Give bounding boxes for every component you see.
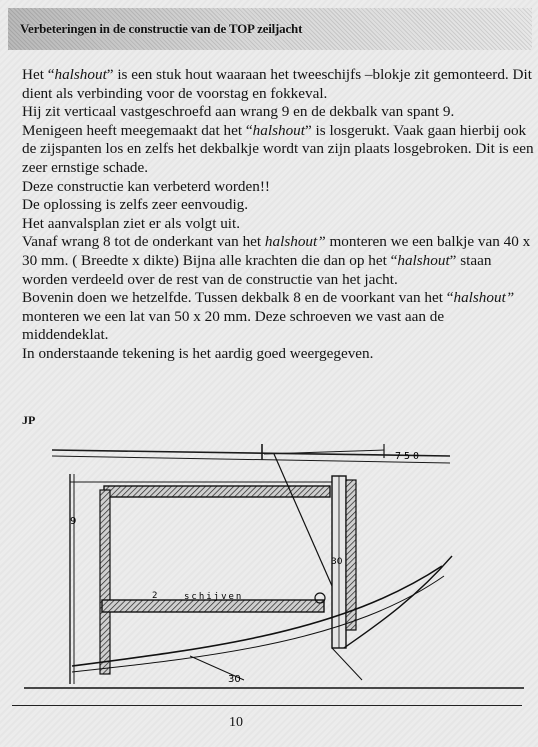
- sheaves-label: schijven: [184, 592, 244, 602]
- header-band: [8, 8, 532, 50]
- italic-term: halshout: [252, 121, 305, 139]
- text-run: Het “: [22, 66, 55, 83]
- paragraph: [22, 345, 534, 364]
- frame-label-9: 9: [70, 516, 77, 527]
- text-run: ” is losgerukt. Vaak gaan hierbij ook de zijspanten los en zelfs het dekbalkje wordt van zijn plaats losgebroken. Dit is een zeer ernstige schade.: [22, 121, 534, 176]
- paragraph: [22, 66, 534, 103]
- page-title: Verbeteringen in de constructie van de TOP zeiljacht: [20, 21, 303, 36]
- page-number: 10: [229, 715, 243, 730]
- text-run: ” staan worden verdeeld over de rest van de constructie van het jacht.: [22, 251, 492, 288]
- text-run: Deze constructie kan verbeterd worden!!: [22, 177, 270, 195]
- left-frame: [70, 474, 342, 684]
- text-run: Bovenin doen we hetzelfde. Tussen dekbalk 8 en de voorkant van het “: [22, 289, 454, 307]
- stay-line: [274, 454, 332, 586]
- italic-term: halshout: [397, 251, 450, 269]
- paragraph: [22, 215, 534, 234]
- paragraph: [22, 233, 534, 289]
- upper-lath: [104, 486, 330, 497]
- deck-lines: [52, 444, 450, 463]
- paragraph: [22, 289, 534, 345]
- text-run: Hij zit verticaal vastgeschroefd aan wrang 9 en de dekbalk van spant 9.: [22, 103, 455, 121]
- text-run: Het aanvalsplan ziet er als volgt uit.: [22, 214, 241, 232]
- text-run: Menigeen heeft meegemaakt dat het “: [22, 121, 253, 139]
- hull-lines: [24, 556, 524, 688]
- italic-term: halshout”: [453, 289, 515, 307]
- paragraph: [22, 178, 534, 197]
- dimension-label-30-vertical: 30: [331, 557, 343, 567]
- dimension-label-30-bottom: 30: [228, 674, 241, 685]
- left-post: [100, 490, 110, 674]
- text-run: Vanaf wrang 8 tot de onderkant van het: [22, 233, 265, 251]
- author-initials: JP: [22, 413, 36, 427]
- text-run: ” is een stuk hout waaraan het tweeschijfs –blokje zit gemonteerd. Dit dient als verbinding voor de voorstag en fokkeval.: [22, 66, 532, 102]
- sheave-count-label: 2: [152, 591, 158, 601]
- paragraph: [22, 103, 534, 122]
- text-run: monteren we een balkje van 40 x 30 mm. ( Breedte x dikte) Bijna alle krachten die dan op het “: [22, 233, 531, 269]
- footer-rule: [12, 705, 522, 706]
- paragraph: [22, 122, 534, 178]
- text-run: De oplossing is zelfs zeer eenvoudig.: [22, 196, 249, 214]
- construction-drawing: [12, 436, 524, 691]
- italic-term: halshout”: [264, 233, 326, 251]
- dimension-label-750: 750: [395, 451, 423, 462]
- italic-term: halshout: [54, 66, 107, 83]
- paragraph: [22, 196, 534, 215]
- text-run: In onderstaande tekening is het aardig goed weergegeven.: [22, 344, 374, 362]
- article-body: [22, 66, 534, 364]
- text-run: monteren we een lat van 50 x 20 mm. Deze schroeven we vast aan de middendeklat.: [22, 307, 445, 344]
